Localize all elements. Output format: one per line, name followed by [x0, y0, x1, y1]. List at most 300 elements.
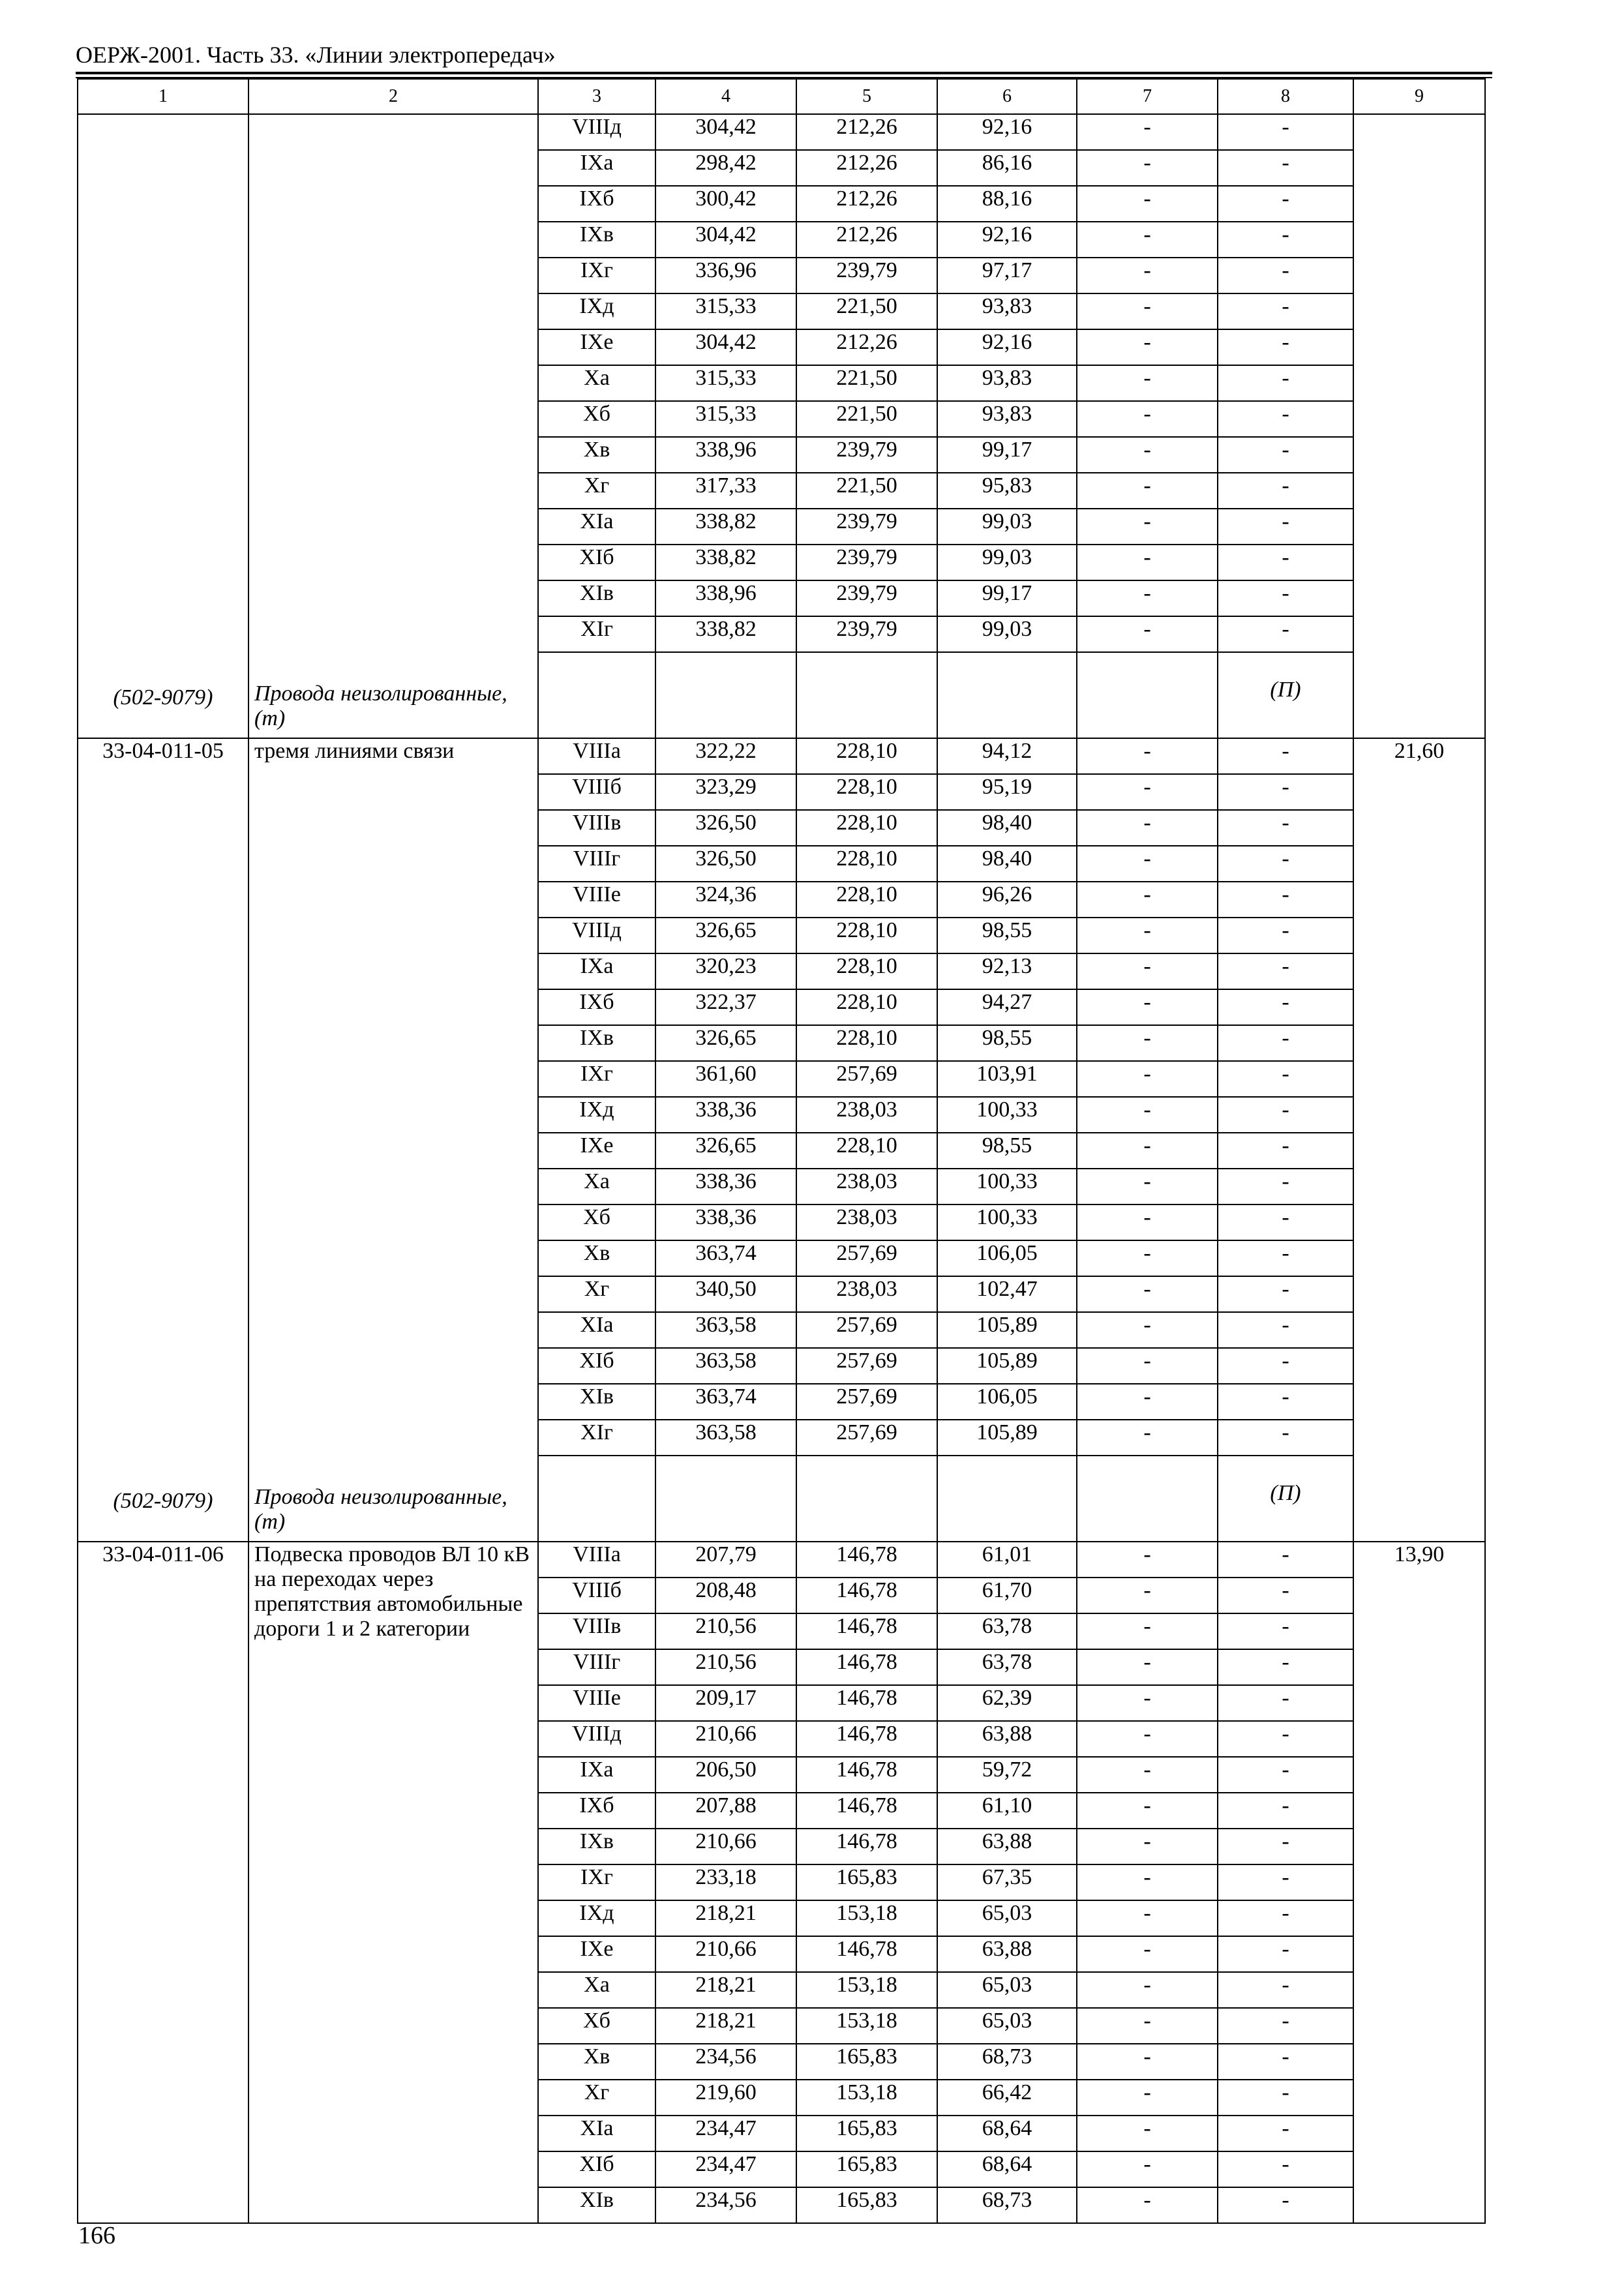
cell-col-8: -: [1218, 2151, 1353, 2187]
cell-col-3: IXд: [538, 293, 655, 329]
cell-col-5: 212,26: [796, 186, 937, 222]
cell-col-4: 361,60: [655, 1061, 796, 1097]
cell-col-5: 238,03: [796, 1169, 937, 1204]
cell-col-6: 106,05: [937, 1240, 1077, 1276]
work-description-cell: [248, 738, 538, 1542]
resource-name: Провода неизолированные, (т): [254, 681, 507, 730]
cell-col-6: 102,47: [937, 1276, 1077, 1312]
cell-col-4: 324,36: [655, 882, 796, 918]
cell-col-3: IXе: [538, 1133, 655, 1169]
cell-col-5: 228,10: [796, 953, 937, 989]
cell-col-8: -: [1218, 1721, 1353, 1757]
cell-col-5: 165,83: [796, 2116, 937, 2151]
cell-col-8: -: [1218, 882, 1353, 918]
cell-col-4: 338,36: [655, 1204, 796, 1240]
cell-col-7: -: [1077, 738, 1218, 774]
resource-empty-cell: [655, 1456, 796, 1542]
cell-col-3: VIIIе: [538, 882, 655, 918]
cell-col-3: Xа: [538, 1169, 655, 1204]
cell-col-8: -: [1218, 401, 1353, 437]
cell-col-3: IXв: [538, 1025, 655, 1061]
cell-col-4: 304,42: [655, 222, 796, 258]
cell-col-3: Xв: [538, 2044, 655, 2080]
cell-col-8: -: [1218, 222, 1353, 258]
rate-code-cell: [78, 1542, 248, 2223]
column-9-value: [1353, 114, 1485, 738]
cell-col-5: 239,79: [796, 258, 937, 293]
cell-col-6: 92,16: [937, 222, 1077, 258]
cell-col-7: -: [1077, 1097, 1218, 1133]
cell-col-4: 315,33: [655, 365, 796, 401]
cell-col-8: -: [1218, 258, 1353, 293]
cell-col-3: VIIIа: [538, 1542, 655, 1578]
cell-col-8: -: [1218, 1169, 1353, 1204]
cell-col-3: Xб: [538, 401, 655, 437]
cell-col-3: VIIIг: [538, 1649, 655, 1685]
column-header-3: 3: [538, 79, 655, 114]
cell-col-7: -: [1077, 580, 1218, 616]
cell-col-3: IXг: [538, 1061, 655, 1097]
cell-col-7: -: [1077, 1133, 1218, 1169]
cell-col-7: -: [1077, 2008, 1218, 2044]
cell-col-4: 363,58: [655, 1348, 796, 1384]
cell-col-8: -: [1218, 114, 1353, 150]
rate-code-cell-inner: [83, 115, 243, 735]
column-header-9: 9: [1353, 79, 1485, 114]
cell-col-6: 98,40: [937, 846, 1077, 882]
cell-col-5: 239,79: [796, 616, 937, 652]
cell-col-7: -: [1077, 150, 1218, 186]
cell-col-7: -: [1077, 2044, 1218, 2080]
cell-col-3: IXд: [538, 1900, 655, 1936]
cell-col-8: -: [1218, 2187, 1353, 2223]
cell-col-7: -: [1077, 1793, 1218, 1829]
cell-col-6: 100,33: [937, 1097, 1077, 1133]
cell-col-4: 326,65: [655, 1025, 796, 1061]
cell-col-4: 233,18: [655, 1864, 796, 1900]
cell-col-8: -: [1218, 738, 1353, 774]
cell-col-8: -: [1218, 1133, 1353, 1169]
cell-col-6: 68,64: [937, 2151, 1077, 2187]
resource-name: Провода неизолированные, (т): [254, 1485, 507, 1534]
cell-col-8: -: [1218, 1204, 1353, 1240]
cell-col-8: -: [1218, 2116, 1353, 2151]
cell-col-8: -: [1218, 365, 1353, 401]
cell-col-6: 100,33: [937, 1204, 1077, 1240]
cell-col-7: -: [1077, 401, 1218, 437]
cell-col-8: -: [1218, 953, 1353, 989]
cell-col-6: 97,17: [937, 258, 1077, 293]
cell-col-5: 146,78: [796, 1721, 937, 1757]
cell-col-6: 98,55: [937, 918, 1077, 953]
cell-col-4: 363,74: [655, 1384, 796, 1420]
cell-col-7: -: [1077, 437, 1218, 473]
cell-col-4: 210,56: [655, 1613, 796, 1649]
cell-col-6: 63,88: [937, 1829, 1077, 1864]
cell-col-7: -: [1077, 810, 1218, 846]
cell-col-7: -: [1077, 774, 1218, 810]
cell-col-4: 326,65: [655, 918, 796, 953]
cell-col-6: 98,40: [937, 810, 1077, 846]
cell-col-7: -: [1077, 1276, 1218, 1312]
cell-col-4: 326,50: [655, 810, 796, 846]
work-description-inner: [254, 739, 532, 1538]
cell-col-3: XIб: [538, 545, 655, 580]
cell-col-4: 207,79: [655, 1542, 796, 1578]
cell-col-3: IXг: [538, 1864, 655, 1900]
cell-col-4: 315,33: [655, 293, 796, 329]
cell-col-5: 221,50: [796, 473, 937, 509]
column-header-2: 2: [248, 79, 538, 114]
cell-col-8: -: [1218, 846, 1353, 882]
cell-col-5: 228,10: [796, 918, 937, 953]
cell-col-4: 326,50: [655, 846, 796, 882]
cell-col-4: 304,42: [655, 114, 796, 150]
cell-col-6: 63,78: [937, 1649, 1077, 1685]
cell-col-6: 96,26: [937, 882, 1077, 918]
cell-col-6: 63,78: [937, 1613, 1077, 1649]
cell-col-6: 92,13: [937, 953, 1077, 989]
cell-col-6: 66,42: [937, 2080, 1077, 2116]
column-header-7: 7: [1077, 79, 1218, 114]
cell-col-5: 165,83: [796, 1864, 937, 1900]
cell-col-8: -: [1218, 1542, 1353, 1578]
cell-col-6: 67,35: [937, 1864, 1077, 1900]
cell-col-7: -: [1077, 1169, 1218, 1204]
cell-col-7: -: [1077, 1900, 1218, 1936]
cell-col-4: 219,60: [655, 2080, 796, 2116]
resource-empty-cell: [796, 652, 937, 738]
cell-col-5: 146,78: [796, 1793, 937, 1829]
cell-col-5: 228,10: [796, 989, 937, 1025]
cell-col-4: 209,17: [655, 1685, 796, 1721]
cell-col-6: 68,64: [937, 2116, 1077, 2151]
cell-col-3: XIв: [538, 580, 655, 616]
cell-col-4: 234,56: [655, 2044, 796, 2080]
cell-col-7: -: [1077, 1721, 1218, 1757]
cell-col-4: 336,96: [655, 258, 796, 293]
cell-col-3: XIа: [538, 509, 655, 545]
cell-col-7: -: [1077, 1972, 1218, 2008]
cell-col-7: -: [1077, 114, 1218, 150]
cell-col-6: 63,88: [937, 1721, 1077, 1757]
cell-col-6: 65,03: [937, 1972, 1077, 2008]
cell-col-7: -: [1077, 1864, 1218, 1900]
cell-col-5: 257,69: [796, 1240, 937, 1276]
cell-col-8: -: [1218, 1793, 1353, 1829]
work-description-cell: [248, 114, 538, 738]
cell-col-5: 239,79: [796, 545, 937, 580]
cell-col-4: 210,66: [655, 1936, 796, 1972]
cell-col-5: 228,10: [796, 774, 937, 810]
cell-col-6: 68,73: [937, 2187, 1077, 2223]
cell-col-5: 146,78: [796, 1613, 937, 1649]
cell-col-7: -: [1077, 1757, 1218, 1793]
cell-col-5: 257,69: [796, 1420, 937, 1456]
cell-col-8: -: [1218, 918, 1353, 953]
column-header-6: 6: [937, 79, 1077, 114]
cell-col-4: 338,82: [655, 509, 796, 545]
resource-mark: (П): [1218, 652, 1353, 738]
rate-code-cell: [78, 738, 248, 1542]
resource-mark: (П): [1218, 1456, 1353, 1542]
work-description-inner: [254, 115, 532, 735]
cell-col-6: 86,16: [937, 150, 1077, 186]
cell-col-8: -: [1218, 1829, 1353, 1864]
cell-col-6: 61,70: [937, 1578, 1077, 1613]
cell-col-3: VIIIе: [538, 1685, 655, 1721]
cell-col-3: XIв: [538, 2187, 655, 2223]
cell-col-5: 238,03: [796, 1204, 937, 1240]
cell-col-3: VIIIд: [538, 918, 655, 953]
cell-col-6: 65,03: [937, 2008, 1077, 2044]
work-description: тремя линиями связи: [254, 739, 455, 763]
cell-col-5: 153,18: [796, 1900, 937, 1936]
cell-col-7: -: [1077, 846, 1218, 882]
cell-col-4: 338,82: [655, 545, 796, 580]
cell-col-5: 228,10: [796, 1025, 937, 1061]
cell-col-5: 165,83: [796, 2044, 937, 2080]
cell-col-4: 317,33: [655, 473, 796, 509]
cell-col-4: 298,42: [655, 150, 796, 186]
cell-col-8: -: [1218, 473, 1353, 509]
cell-col-6: 103,91: [937, 1061, 1077, 1097]
cell-col-6: 98,55: [937, 1133, 1077, 1169]
cell-col-3: XIа: [538, 2116, 655, 2151]
cell-col-7: -: [1077, 1025, 1218, 1061]
cell-col-5: 221,50: [796, 365, 937, 401]
cell-col-4: 210,56: [655, 1649, 796, 1685]
column-9-value: 21,60: [1353, 738, 1485, 1542]
cell-col-8: -: [1218, 329, 1353, 365]
table-row: [78, 114, 1485, 150]
cell-col-8: -: [1218, 616, 1353, 652]
resource-empty-cell: [937, 652, 1077, 738]
cell-col-4: 234,47: [655, 2151, 796, 2187]
cell-col-7: -: [1077, 1384, 1218, 1420]
column-number-row: [78, 79, 1485, 114]
cell-col-3: VIIIд: [538, 114, 655, 150]
cell-col-6: 105,89: [937, 1312, 1077, 1348]
cell-col-8: -: [1218, 1097, 1353, 1133]
cell-col-4: 338,82: [655, 616, 796, 652]
cell-col-7: -: [1077, 509, 1218, 545]
cell-col-8: -: [1218, 810, 1353, 846]
cell-col-8: -: [1218, 437, 1353, 473]
cell-col-4: 320,23: [655, 953, 796, 989]
cell-col-3: Xг: [538, 1276, 655, 1312]
cell-col-8: -: [1218, 1613, 1353, 1649]
resource-empty-cell: [538, 652, 655, 738]
cell-col-3: IXа: [538, 953, 655, 989]
cell-col-4: 218,21: [655, 1972, 796, 2008]
cell-col-5: 239,79: [796, 580, 937, 616]
cell-col-3: IXа: [538, 1757, 655, 1793]
cell-col-8: -: [1218, 2044, 1353, 2080]
column-9-value: 13,90: [1353, 1542, 1485, 2223]
cell-col-6: 68,73: [937, 2044, 1077, 2080]
cell-col-6: 99,03: [937, 616, 1077, 652]
cell-col-8: -: [1218, 1312, 1353, 1348]
cell-col-6: 106,05: [937, 1384, 1077, 1420]
header-rule-thick: [76, 72, 1492, 74]
cell-col-5: 257,69: [796, 1384, 937, 1420]
cell-col-7: -: [1077, 365, 1218, 401]
cell-col-7: -: [1077, 1613, 1218, 1649]
resource-empty-cell: [1077, 652, 1218, 738]
cell-col-8: -: [1218, 1061, 1353, 1097]
cell-col-3: XIг: [538, 1420, 655, 1456]
page-header: ОЕРЖ-2001. Часть 33. «Линии электропередач»: [76, 42, 556, 68]
cell-col-3: VIIIв: [538, 810, 655, 846]
cell-col-4: 322,22: [655, 738, 796, 774]
cell-col-8: -: [1218, 509, 1353, 545]
resource-empty-cell: [655, 652, 796, 738]
cell-col-5: 257,69: [796, 1061, 937, 1097]
cell-col-4: 218,21: [655, 2008, 796, 2044]
cell-col-8: -: [1218, 2080, 1353, 2116]
cell-col-3: VIIIб: [538, 1578, 655, 1613]
cell-col-8: -: [1218, 1936, 1353, 1972]
cell-col-7: -: [1077, 1348, 1218, 1384]
cell-col-5: 228,10: [796, 1133, 937, 1169]
rate-code-cell: [78, 114, 248, 738]
cell-col-3: IXг: [538, 258, 655, 293]
cell-col-3: Xв: [538, 437, 655, 473]
resource-empty-cell: [1077, 1456, 1218, 1542]
cell-col-7: -: [1077, 222, 1218, 258]
cell-col-8: -: [1218, 1972, 1353, 2008]
cell-col-7: -: [1077, 918, 1218, 953]
cell-col-4: 363,74: [655, 1240, 796, 1276]
cell-col-5: 146,78: [796, 1829, 937, 1864]
table-row: [78, 1542, 1485, 1578]
cell-col-5: 146,78: [796, 1757, 937, 1793]
cell-col-7: -: [1077, 2080, 1218, 2116]
cell-col-5: 228,10: [796, 846, 937, 882]
cell-col-6: 62,39: [937, 1685, 1077, 1721]
cell-col-4: 326,65: [655, 1133, 796, 1169]
cell-col-7: -: [1077, 186, 1218, 222]
cell-col-5: 153,18: [796, 2080, 937, 2116]
work-description: Подвеска проводов ВЛ 10 кВ на переходах через препятствия автомобильные дороги 1 и 2 категории: [254, 1542, 530, 1641]
cell-col-7: -: [1077, 882, 1218, 918]
cell-col-8: -: [1218, 580, 1353, 616]
cell-col-4: 206,50: [655, 1757, 796, 1793]
cell-col-8: -: [1218, 150, 1353, 186]
cell-col-4: 315,33: [655, 401, 796, 437]
cell-col-6: 99,03: [937, 509, 1077, 545]
cell-col-8: -: [1218, 1900, 1353, 1936]
cell-col-3: IXб: [538, 1793, 655, 1829]
resource-code: (502-9079): [113, 685, 213, 710]
cell-col-6: 100,33: [937, 1169, 1077, 1204]
cell-col-4: 234,56: [655, 2187, 796, 2223]
cell-col-8: -: [1218, 186, 1353, 222]
cell-col-3: VIIIг: [538, 846, 655, 882]
cell-col-4: 322,37: [655, 989, 796, 1025]
rate-code: 33-04-011-06: [102, 1542, 224, 1566]
cell-col-3: IXе: [538, 1936, 655, 1972]
cell-col-7: -: [1077, 2187, 1218, 2223]
cell-col-5: 238,03: [796, 1097, 937, 1133]
cell-col-5: 212,26: [796, 222, 937, 258]
cell-col-3: XIв: [538, 1384, 655, 1420]
cell-col-7: -: [1077, 2116, 1218, 2151]
cell-col-7: -: [1077, 1685, 1218, 1721]
table-body: [78, 114, 1485, 2223]
cell-col-6: 105,89: [937, 1348, 1077, 1384]
cell-col-7: -: [1077, 953, 1218, 989]
cell-col-7: -: [1077, 258, 1218, 293]
cell-col-8: -: [1218, 1025, 1353, 1061]
cell-col-4: 304,42: [655, 329, 796, 365]
cell-col-6: 99,03: [937, 545, 1077, 580]
column-header-1: 1: [78, 79, 248, 114]
cell-col-5: 228,10: [796, 738, 937, 774]
cell-col-6: 93,83: [937, 365, 1077, 401]
cell-col-6: 98,55: [937, 1025, 1077, 1061]
cell-col-7: -: [1077, 1578, 1218, 1613]
cell-col-6: 63,88: [937, 1936, 1077, 1972]
cell-col-6: 65,03: [937, 1900, 1077, 1936]
cell-col-5: 238,03: [796, 1276, 937, 1312]
cell-col-3: IXб: [538, 989, 655, 1025]
cell-col-4: 210,66: [655, 1721, 796, 1757]
cell-col-3: IXе: [538, 329, 655, 365]
cell-col-7: -: [1077, 1542, 1218, 1578]
cell-col-4: 208,48: [655, 1578, 796, 1613]
cell-col-6: 94,27: [937, 989, 1077, 1025]
cell-col-6: 99,17: [937, 580, 1077, 616]
cell-col-4: 300,42: [655, 186, 796, 222]
cell-col-7: -: [1077, 989, 1218, 1025]
cell-col-6: 92,16: [937, 114, 1077, 150]
column-header-5: 5: [796, 79, 937, 114]
cell-col-8: -: [1218, 1420, 1353, 1456]
resource-empty-cell: [937, 1456, 1077, 1542]
cell-col-6: 93,83: [937, 293, 1077, 329]
cell-col-7: -: [1077, 545, 1218, 580]
cell-col-5: 146,78: [796, 1649, 937, 1685]
cell-col-7: -: [1077, 1649, 1218, 1685]
cell-col-7: -: [1077, 1420, 1218, 1456]
cell-col-6: 88,16: [937, 186, 1077, 222]
cell-col-8: -: [1218, 1757, 1353, 1793]
rate-code-cell-inner: [83, 1542, 243, 2220]
cell-col-7: -: [1077, 1936, 1218, 1972]
cell-col-8: -: [1218, 545, 1353, 580]
cell-col-8: -: [1218, 1276, 1353, 1312]
cell-col-7: -: [1077, 293, 1218, 329]
cell-col-3: Xг: [538, 2080, 655, 2116]
cell-col-5: 146,78: [796, 1542, 937, 1578]
cell-col-7: -: [1077, 2151, 1218, 2187]
cell-col-5: 165,83: [796, 2151, 937, 2187]
cell-col-6: 95,19: [937, 774, 1077, 810]
cell-col-5: 239,79: [796, 437, 937, 473]
cell-col-8: -: [1218, 1240, 1353, 1276]
cell-col-3: Xа: [538, 1972, 655, 2008]
cell-col-4: 323,29: [655, 774, 796, 810]
cell-col-8: -: [1218, 293, 1353, 329]
cell-col-7: -: [1077, 1204, 1218, 1240]
cell-col-5: 165,83: [796, 2187, 937, 2223]
cell-col-5: 212,26: [796, 114, 937, 150]
resource-empty-cell: [796, 1456, 937, 1542]
cell-col-8: -: [1218, 1864, 1353, 1900]
cell-col-7: -: [1077, 1829, 1218, 1864]
